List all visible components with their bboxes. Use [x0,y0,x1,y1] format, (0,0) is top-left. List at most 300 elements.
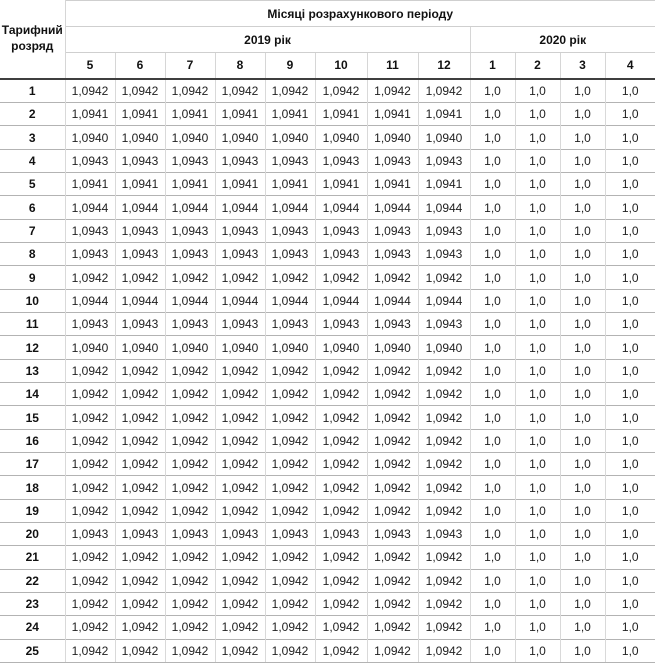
value-cell: 1,0943 [418,149,470,172]
value-cell: 1,0944 [418,196,470,219]
value-cell: 1,0940 [265,126,315,149]
value-cell: 1,0944 [65,289,115,312]
value-cell: 1,0942 [165,406,215,429]
table-row [0,429,655,452]
table-row [0,103,655,126]
value-cell: 1,0942 [418,79,470,103]
value-cell: 1,0943 [367,243,418,266]
value-cell: 1,0943 [65,243,115,266]
value-cell: 1,0942 [65,569,115,592]
month-header-2019-9: 9 [265,53,315,79]
table-row [0,476,655,499]
value-cell: 1,0942 [215,616,265,639]
value-cell: 1,0942 [315,616,367,639]
value-cell: 1,0942 [265,476,315,499]
value-cell: 1,0942 [367,79,418,103]
value-cell: 1,0943 [315,219,367,242]
value-cell: 1,0 [605,639,655,662]
value-cell: 1,0 [470,429,515,452]
value-cell: 1,0 [605,266,655,289]
value-cell: 1,0942 [115,79,165,103]
rank-cell: 12 [0,336,65,359]
value-cell: 1,0942 [215,639,265,662]
month-header-2020-3: 3 [560,53,605,79]
value-cell: 1,0 [515,149,560,172]
value-cell: 1,0 [605,103,655,126]
value-cell: 1,0942 [315,383,367,406]
value-cell: 1,0 [605,499,655,522]
table-row [0,639,655,662]
value-cell: 1,0941 [315,173,367,196]
value-cell: 1,0943 [315,243,367,266]
value-cell: 1,0944 [115,196,165,219]
month-header-2019-7: 7 [165,53,215,79]
value-cell: 1,0942 [115,266,165,289]
value-cell: 1,0943 [215,523,265,546]
value-cell: 1,0 [605,476,655,499]
years-row [0,27,655,53]
value-cell: 1,0942 [265,359,315,382]
value-cell: 1,0941 [265,103,315,126]
value-cell: 1,0 [470,476,515,499]
table-row [0,592,655,615]
month-header-2020-2: 2 [515,53,560,79]
value-cell: 1,0942 [367,546,418,569]
value-cell: 1,0942 [265,383,315,406]
rank-cell: 14 [0,383,65,406]
value-cell: 1,0 [560,103,605,126]
value-cell: 1,0941 [215,103,265,126]
value-cell: 1,0 [605,173,655,196]
value-cell: 1,0 [515,173,560,196]
value-cell: 1,0943 [115,149,165,172]
value-cell: 1,0942 [115,406,165,429]
value-cell: 1,0943 [165,243,215,266]
value-cell: 1,0941 [418,173,470,196]
value-cell: 1,0942 [418,639,470,662]
value-cell: 1,0942 [418,359,470,382]
value-cell: 1,0 [515,523,560,546]
value-cell: 1,0944 [215,289,265,312]
value-cell: 1,0942 [165,592,215,615]
value-cell: 1,0 [515,79,560,103]
value-cell: 1,0942 [367,453,418,476]
value-cell: 1,0941 [115,173,165,196]
value-cell: 1,0940 [165,336,215,359]
value-cell: 1,0 [515,243,560,266]
year-group-2020: 2020 рік [470,27,655,53]
value-cell: 1,0942 [418,429,470,452]
value-cell: 1,0944 [265,289,315,312]
value-cell: 1,0943 [115,243,165,266]
value-cell: 1,0 [470,219,515,242]
value-cell: 1,0943 [418,313,470,336]
rank-cell: 8 [0,243,65,266]
value-cell: 1,0 [605,383,655,406]
value-cell: 1,0 [605,196,655,219]
table-row [0,196,655,219]
value-cell: 1,0943 [115,313,165,336]
table-row [0,406,655,429]
table-row [0,453,655,476]
value-cell: 1,0942 [265,79,315,103]
value-cell: 1,0942 [367,639,418,662]
value-cell: 1,0 [560,383,605,406]
value-cell: 1,0942 [65,453,115,476]
value-cell: 1,0 [515,616,560,639]
rank-cell: 15 [0,406,65,429]
value-cell: 1,0943 [367,313,418,336]
value-cell: 1,0942 [165,616,215,639]
value-cell: 1,0 [605,289,655,312]
value-cell: 1,0943 [65,149,115,172]
value-cell: 1,0 [560,336,605,359]
value-cell: 1,0944 [165,196,215,219]
value-cell: 1,0 [605,592,655,615]
value-cell: 1,0943 [315,313,367,336]
value-cell: 1,0 [560,523,605,546]
value-cell: 1,0943 [115,219,165,242]
value-cell: 1,0942 [367,359,418,382]
table-row [0,313,655,336]
value-cell: 1,0944 [265,196,315,219]
value-cell: 1,0 [515,453,560,476]
value-cell: 1,0943 [265,523,315,546]
value-cell: 1,0 [515,313,560,336]
value-cell: 1,0942 [65,266,115,289]
value-cell: 1,0942 [65,499,115,522]
value-cell: 1,0942 [418,406,470,429]
value-cell: 1,0942 [265,616,315,639]
value-cell: 1,0942 [215,453,265,476]
value-cell: 1,0 [515,499,560,522]
value-cell: 1,0941 [165,103,215,126]
value-cell: 1,0943 [315,523,367,546]
value-cell: 1,0 [560,359,605,382]
value-cell: 1,0940 [215,336,265,359]
value-cell: 1,0942 [367,499,418,522]
value-cell: 1,0 [470,243,515,266]
value-cell: 1,0942 [165,569,215,592]
value-cell: 1,0943 [215,149,265,172]
value-cell: 1,0941 [115,103,165,126]
rank-cell: 13 [0,359,65,382]
value-cell: 1,0 [515,406,560,429]
value-cell: 1,0942 [418,499,470,522]
value-cell: 1,0942 [165,383,215,406]
value-cell: 1,0942 [215,546,265,569]
rank-cell: 2 [0,103,65,126]
value-cell: 1,0942 [165,266,215,289]
value-cell: 1,0942 [315,569,367,592]
value-cell: 1,0 [470,592,515,615]
value-cell: 1,0940 [265,336,315,359]
value-cell: 1,0 [515,476,560,499]
value-cell: 1,0942 [65,546,115,569]
value-cell: 1,0 [560,639,605,662]
rank-cell: 17 [0,453,65,476]
value-cell: 1,0942 [165,429,215,452]
month-header-2019-12: 12 [418,53,470,79]
value-cell: 1,0 [470,639,515,662]
value-cell: 1,0942 [165,639,215,662]
value-cell: 1,0 [560,79,605,103]
value-cell: 1,0942 [215,359,265,382]
value-cell: 1,0 [560,546,605,569]
value-cell: 1,0943 [367,523,418,546]
value-cell: 1,0944 [367,196,418,219]
value-cell: 1,0 [470,289,515,312]
value-cell: 1,0942 [315,592,367,615]
value-cell: 1,0942 [115,429,165,452]
value-cell: 1,0943 [215,243,265,266]
value-cell: 1,0944 [315,196,367,219]
value-cell: 1,0 [605,313,655,336]
value-cell: 1,0942 [215,429,265,452]
value-cell: 1,0 [470,569,515,592]
value-cell: 1,0 [560,289,605,312]
table-row [0,243,655,266]
table-row [0,126,655,149]
value-cell: 1,0942 [65,383,115,406]
value-cell: 1,0 [560,569,605,592]
value-cell: 1,0942 [165,453,215,476]
value-cell: 1,0942 [367,429,418,452]
value-cell: 1,0 [515,639,560,662]
value-cell: 1,0 [560,219,605,242]
value-cell: 1,0941 [65,173,115,196]
value-cell: 1,0943 [367,219,418,242]
value-cell: 1,0942 [265,592,315,615]
value-cell: 1,0 [605,79,655,103]
value-cell: 1,0 [470,196,515,219]
value-cell: 1,0942 [367,569,418,592]
value-cell: 1,0942 [115,453,165,476]
value-cell: 1,0943 [165,313,215,336]
value-cell: 1,0944 [418,289,470,312]
rank-cell: 21 [0,546,65,569]
value-cell: 1,0942 [65,429,115,452]
value-cell: 1,0942 [367,266,418,289]
value-cell: 1,0 [560,149,605,172]
value-cell: 1,0943 [165,149,215,172]
value-cell: 1,0943 [115,523,165,546]
value-cell: 1,0 [605,406,655,429]
value-cell: 1,0943 [418,219,470,242]
value-cell: 1,0941 [418,103,470,126]
value-cell: 1,0 [605,219,655,242]
table-row [0,289,655,312]
year-group-2019: 2019 рік [65,27,470,53]
value-cell: 1,0 [470,546,515,569]
value-cell: 1,0 [605,616,655,639]
value-cell: 1,0944 [165,289,215,312]
value-cell: 1,0944 [115,289,165,312]
value-cell: 1,0942 [215,499,265,522]
value-cell: 1,0942 [367,406,418,429]
value-cell: 1,0942 [215,476,265,499]
value-cell: 1,0 [605,126,655,149]
rank-cell: 24 [0,616,65,639]
value-cell: 1,0943 [65,523,115,546]
value-cell: 1,0942 [165,546,215,569]
value-cell: 1,0942 [315,79,367,103]
value-cell: 1,0942 [418,383,470,406]
value-cell: 1,0940 [165,126,215,149]
value-cell: 1,0943 [418,523,470,546]
value-cell: 1,0 [560,616,605,639]
value-cell: 1,0 [560,313,605,336]
value-cell: 1,0 [560,196,605,219]
value-cell: 1,0944 [367,289,418,312]
value-cell: 1,0942 [315,476,367,499]
rank-cell: 25 [0,639,65,662]
value-cell: 1,0 [470,453,515,476]
table-row [0,359,655,382]
table-row [0,219,655,242]
value-cell: 1,0 [470,499,515,522]
value-cell: 1,0942 [165,499,215,522]
value-cell: 1,0942 [115,383,165,406]
value-cell: 1,0 [560,126,605,149]
value-cell: 1,0 [515,336,560,359]
value-cell: 1,0942 [65,476,115,499]
value-cell: 1,0 [605,453,655,476]
table-header [0,1,655,79]
rank-cell: 22 [0,569,65,592]
value-cell: 1,0944 [215,196,265,219]
value-cell: 1,0942 [165,359,215,382]
value-cell: 1,0940 [115,126,165,149]
value-cell: 1,0 [515,429,560,452]
value-cell: 1,0942 [115,359,165,382]
value-cell: 1,0944 [315,289,367,312]
table-body [0,79,655,663]
month-header-2019-11: 11 [367,53,418,79]
value-cell: 1,0942 [418,546,470,569]
value-cell: 1,0942 [115,592,165,615]
value-cell: 1,0942 [215,569,265,592]
months-row [0,53,655,79]
month-header-2019-8: 8 [215,53,265,79]
rank-cell: 3 [0,126,65,149]
value-cell: 1,0 [470,336,515,359]
value-cell: 1,0940 [65,336,115,359]
value-cell: 1,0942 [65,592,115,615]
rank-cell: 19 [0,499,65,522]
value-cell: 1,0942 [215,406,265,429]
rank-cell: 4 [0,149,65,172]
value-cell: 1,0942 [367,383,418,406]
corner-header-cell: Тарифний розряд [0,1,65,79]
value-cell: 1,0 [515,546,560,569]
month-header-2019-6: 6 [115,53,165,79]
value-cell: 1,0942 [315,406,367,429]
value-cell: 1,0943 [265,219,315,242]
value-cell: 1,0 [470,616,515,639]
value-cell: 1,0943 [215,313,265,336]
value-cell: 1,0 [470,266,515,289]
value-cell: 1,0943 [418,243,470,266]
table-row [0,336,655,359]
rank-cell: 16 [0,429,65,452]
value-cell: 1,0942 [418,616,470,639]
value-cell: 1,0 [560,406,605,429]
value-cell: 1,0942 [315,359,367,382]
value-cell: 1,0942 [265,569,315,592]
value-cell: 1,0940 [215,126,265,149]
value-cell: 1,0 [560,266,605,289]
value-cell: 1,0942 [315,266,367,289]
value-cell: 1,0942 [418,569,470,592]
value-cell: 1,0 [605,569,655,592]
value-cell: 1,0 [470,79,515,103]
value-cell: 1,0 [470,383,515,406]
value-cell: 1,0942 [418,592,470,615]
value-cell: 1,0940 [418,336,470,359]
value-cell: 1,0943 [265,313,315,336]
rank-cell: 5 [0,173,65,196]
value-cell: 1,0942 [367,616,418,639]
value-cell: 1,0 [515,359,560,382]
value-cell: 1,0 [560,243,605,266]
value-cell: 1,0940 [115,336,165,359]
value-cell: 1,0941 [165,173,215,196]
value-cell: 1,0 [515,592,560,615]
value-cell: 1,0942 [315,546,367,569]
value-cell: 1,0942 [115,616,165,639]
table-row [0,149,655,172]
value-cell: 1,0 [470,173,515,196]
value-cell: 1,0942 [215,592,265,615]
value-cell: 1,0 [605,546,655,569]
value-cell: 1,0943 [215,219,265,242]
value-cell: 1,0942 [115,476,165,499]
value-cell: 1,0 [560,476,605,499]
value-cell: 1,0 [470,149,515,172]
value-cell: 1,0942 [265,266,315,289]
value-cell: 1,0 [470,103,515,126]
table-title: Місяці розрахункового періоду [65,1,655,27]
value-cell: 1,0 [560,173,605,196]
value-cell: 1,0940 [315,126,367,149]
value-cell: 1,0942 [115,569,165,592]
value-cell: 1,0942 [65,639,115,662]
value-cell: 1,0 [515,196,560,219]
value-cell: 1,0 [560,592,605,615]
value-cell: 1,0942 [65,616,115,639]
value-cell: 1,0 [515,289,560,312]
value-cell: 1,0 [605,523,655,546]
value-cell: 1,0943 [315,149,367,172]
value-cell: 1,0942 [265,639,315,662]
value-cell: 1,0 [605,359,655,382]
value-cell: 1,0 [605,336,655,359]
rank-cell: 9 [0,266,65,289]
table-row [0,266,655,289]
value-cell: 1,0942 [265,429,315,452]
value-cell: 1,0942 [215,79,265,103]
value-cell: 1,0 [560,429,605,452]
rank-cell: 7 [0,219,65,242]
rank-cell: 1 [28,83,36,98]
value-cell: 1,0 [560,499,605,522]
month-header-2020-1: 1 [470,53,515,79]
value-cell: 1,0943 [265,149,315,172]
value-cell: 1,0943 [165,523,215,546]
value-cell: 1,0940 [367,126,418,149]
rank-cell: 18 [0,476,65,499]
